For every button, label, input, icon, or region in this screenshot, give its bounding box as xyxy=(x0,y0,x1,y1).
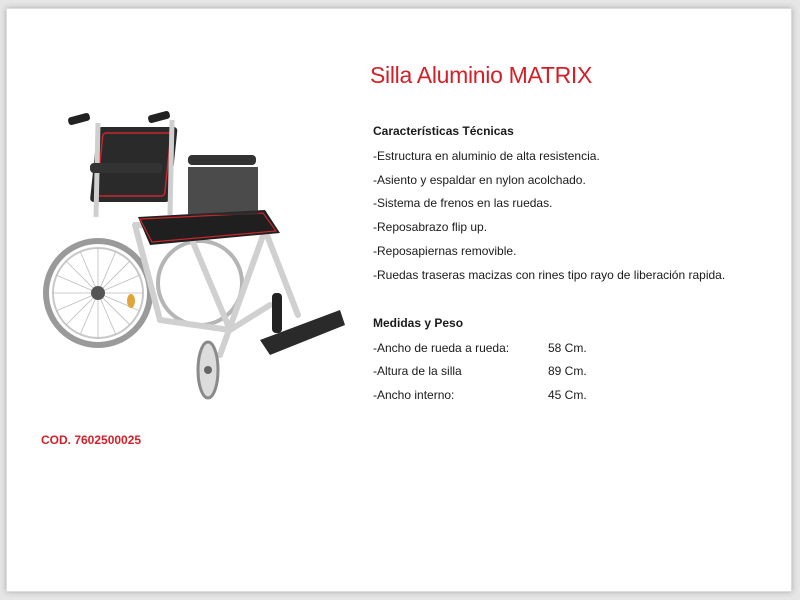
feature-item: -Reposapiernas removible. xyxy=(373,244,517,258)
rear-wheel xyxy=(46,241,150,345)
measurement-label: -Ancho interno: xyxy=(373,388,455,402)
measurement-value: 45 Cm. xyxy=(548,388,587,402)
feature-item: -Reposabrazo flip up. xyxy=(373,220,488,234)
feature-item: -Estructura en aluminio de alta resistencia. xyxy=(373,149,600,163)
measurement-value: 58 Cm. xyxy=(548,341,587,355)
feature-item: -Ruedas traseras macizas con rines tipo rayo de liberación rapida. xyxy=(373,268,726,282)
measurement-label: -Altura de la silla xyxy=(373,364,462,378)
measurements-heading: Medidas y Peso xyxy=(373,316,464,330)
product-code: COD. 7602500025 xyxy=(41,433,142,447)
measurement-value: 89 Cm. xyxy=(548,364,587,378)
measurement-label: -Ancho de rueda a rueda: xyxy=(373,341,510,355)
wheelchair-image xyxy=(40,105,350,405)
features-heading: Características Técnicas xyxy=(373,124,514,138)
product-title: Silla Aluminio MATRIX xyxy=(370,62,593,88)
feature-item: -Sistema de frenos en las ruedas. xyxy=(373,196,553,210)
feature-item: -Asiento y espaldar en nylon acolchado. xyxy=(373,173,586,187)
